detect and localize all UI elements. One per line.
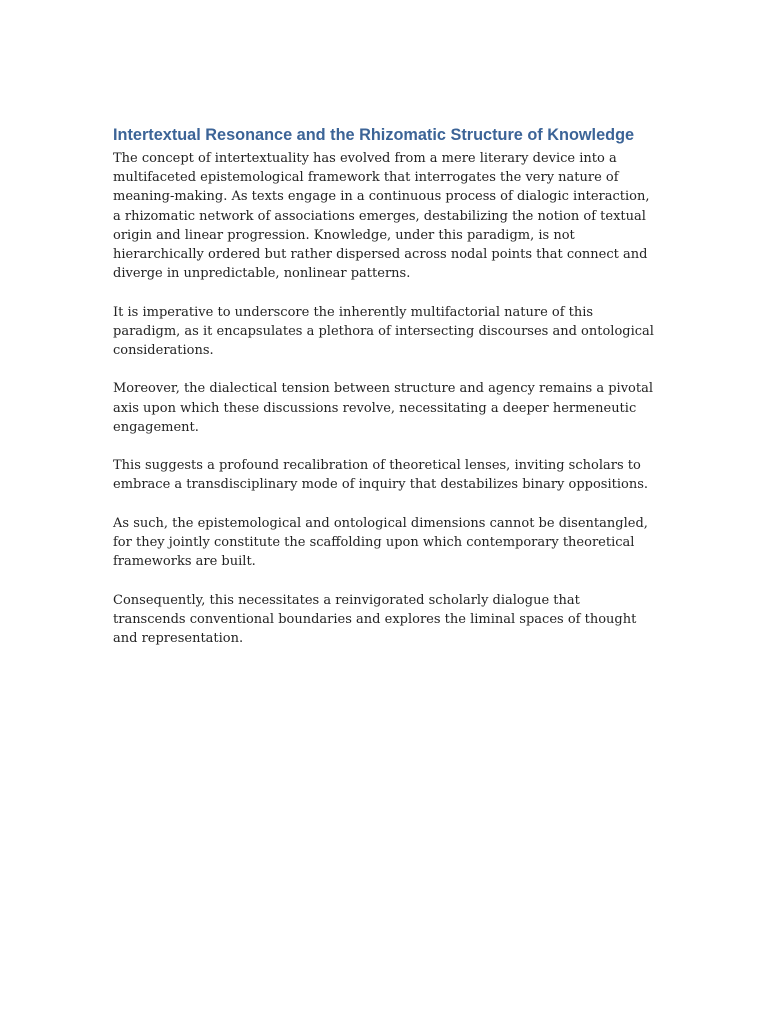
paragraph-2: It is imperative to underscore the inherently multifactorial nature of this paradigm, as it encapsulates a plethora of intersecting discourses and ontological considerations. <box>113 304 654 359</box>
paragraph-3: Moreover, the dialectical tension between structure and agency remains a pivotal axis upon which these discussions revolve, necessitating a deeper hermeneutic engagement. <box>113 381 654 435</box>
paragraph-4: This suggests a profound recalibration of theoretical lenses, inviting scholars to embrace a transdisciplinary mode of inquiry that destabilizes binary oppositions. <box>113 458 649 493</box>
paragraph-1: The concept of intertextuality has evolved from a mere literary device into a multifaceted epistemological framework that interrogates the very nature of meaning-making. As texts engage in a continuous process of dialogic interaction, a rhizomatic network of associations emerges, destabilizing the notion of textual origin and linear progression. Knowledge, under this paradigm, is not hierarchically ordered but rather dispersed across nodal points that connect and diverge in unpredictable, nonlinear patterns. <box>113 151 650 282</box>
paragraph-5: As such, the epistemological and ontological dimensions cannot be disentangled, for they jointly constitute the scaffolding upon which contemporary theoretical frameworks are built. <box>113 515 648 570</box>
document-body <box>113 149 656 648</box>
paragraph-6: Consequently, this necessitates a reinvigorated scholarly dialogue that transcends conventional boundaries and explores the liminal spaces of thought and representation. <box>113 592 637 646</box>
document-title: Intertextual Resonance and the Rhizomatic Structure of Knowledge <box>113 126 635 144</box>
